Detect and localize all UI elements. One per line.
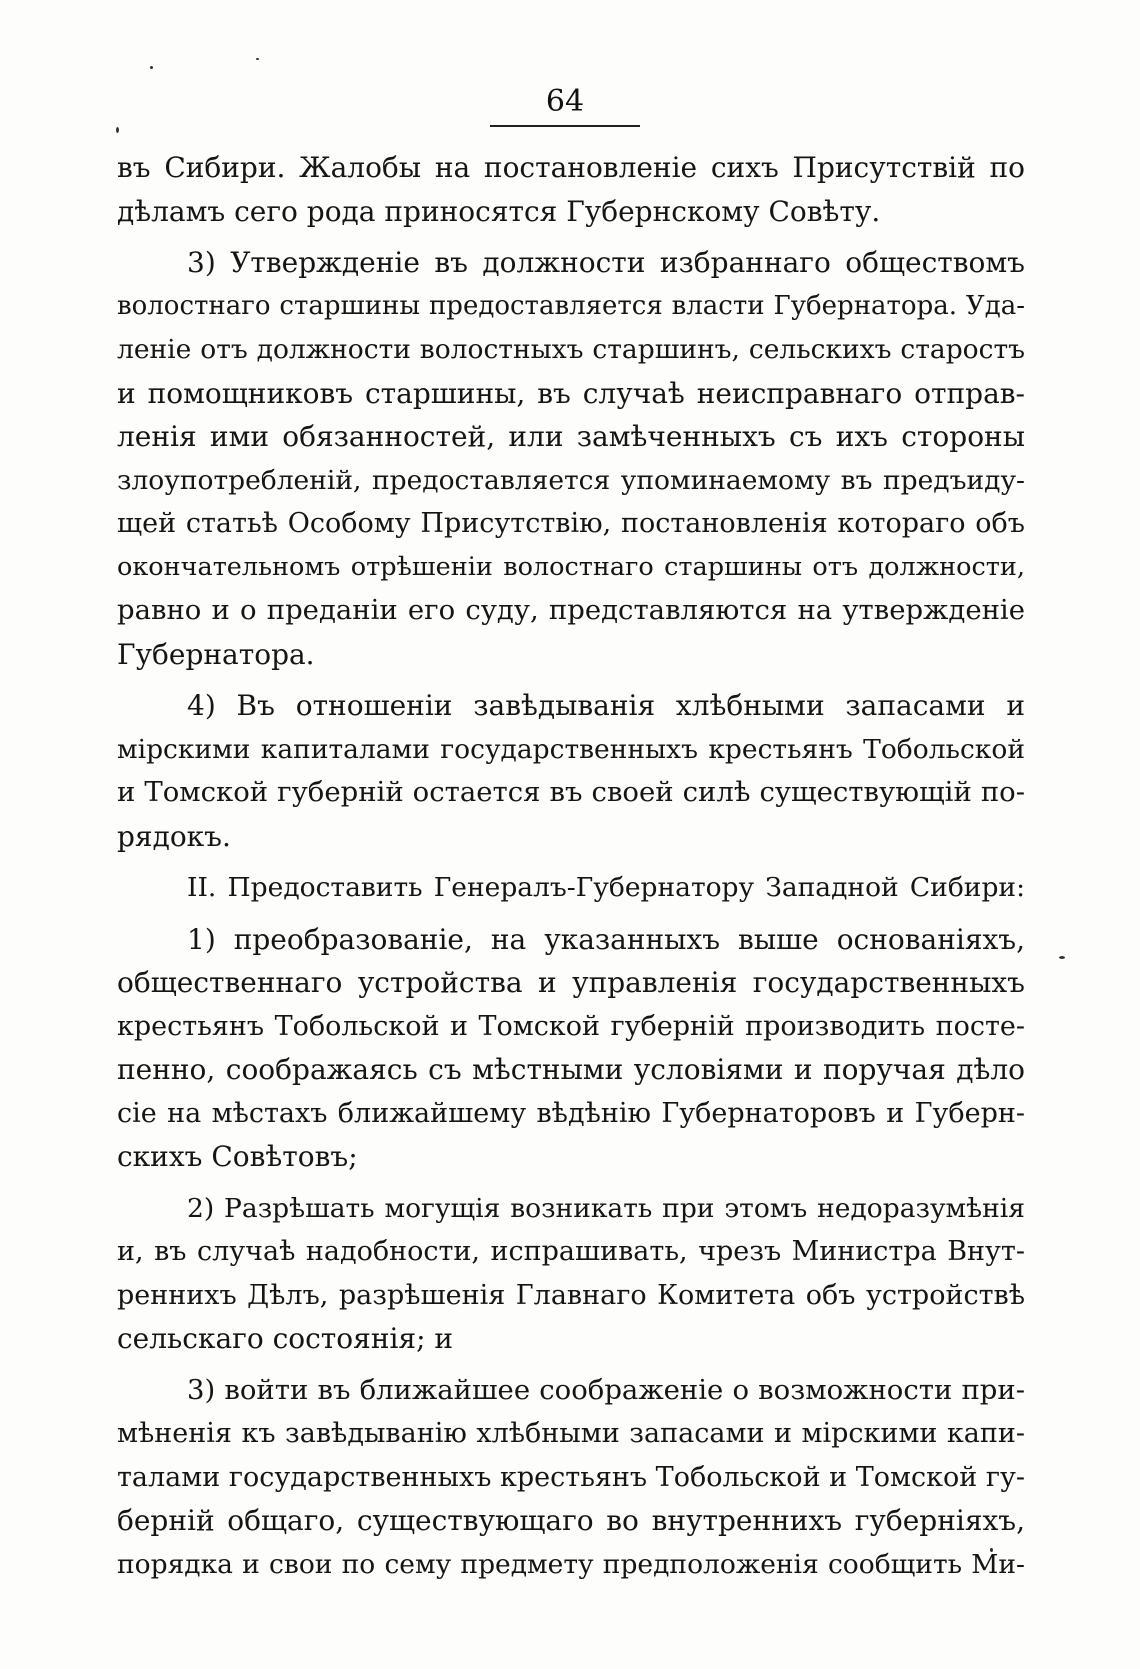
text-line: волостнаго старшины предоставляется власти Губернатора. Уда-: [117, 290, 1025, 321]
text-line: и, въ случаѣ надобности, испрашивать, чрезъ Министра Внут-: [117, 1236, 1025, 1267]
text-line: въ Сибири. Жалобы на постановленіе сихъ Присутствій по: [117, 151, 1025, 184]
text-line: общественнаго устройства и управленія государственныхъ: [117, 966, 1025, 999]
text-line: сіе на мѣстахъ ближайшему вѣдѣнію Губернаторовъ и Губерн-: [117, 1097, 1025, 1129]
text-line: и Томской губерній остается въ своей силѣ существующій по-: [117, 776, 1025, 808]
text-line: 3) войти въ ближайшее соображеніе о возможности при-: [187, 1373, 1025, 1406]
text-line: щей статьѣ Особому Присутствію, постановленія котораго объ: [117, 508, 1025, 539]
text-line: II. Предоставить Генералъ-Губернатору Западной Сибири:: [187, 872, 1025, 903]
text-line: равно и о преданіи его суду, представляются на утвержденіе: [117, 594, 1025, 626]
text-line: окончательномъ отрѣшеніи волостнаго старшины отъ должности,: [117, 551, 1025, 582]
text-line: реннихъ Дѣлъ, разрѣшенія Главнаго Комитета объ устройствѣ: [117, 1279, 1025, 1311]
text-line: пенно, соображаясь съ мѣстными условіями и поручая дѣло: [117, 1053, 1025, 1086]
page-number: 64: [490, 84, 640, 127]
text-line: мірскими капиталами государственныхъ крестьянъ Тобольской: [117, 733, 1025, 765]
text-line: 1) преобразованіе, на указанныхъ выше основаніяхъ,: [187, 922, 1025, 956]
print-speck: [256, 58, 259, 60]
text-line: рядокъ.: [117, 819, 231, 853]
text-line: берній общаго, существующаго во внутреннихъ губерніяхъ,: [117, 1504, 1025, 1537]
text-line: 3) Утвержденіе въ должности избраннаго обществомъ: [187, 246, 1025, 279]
text-line: ленія ими обязанностей, или замѣченныхъ съ ихъ стороны: [117, 420, 1025, 453]
body-text: [117, 146, 1025, 1586]
text-line: 2) Разрѣшать могущія возникать при этомъ недоразумѣнія: [187, 1192, 1025, 1224]
text-line: скихъ Совѣтовъ;: [117, 1140, 358, 1173]
text-line: порядка и свои по сему предмету предположенія сообщить Ми-: [117, 1548, 1025, 1580]
text-line: дѣламъ сего рода приносятся Губернскому Совѣту.: [117, 194, 881, 228]
text-line: леніе отъ должности волостныхъ старшинъ, сельскихъ старостъ: [117, 334, 1025, 365]
text-line: 4) Въ отношеніи завѣдыванія хлѣбными запасами и: [187, 689, 1025, 722]
text-line: злоупотребленій, предоставляется упоминаемому въ предъиду-: [117, 464, 1025, 496]
text-line: талами государственныхъ крестьянъ Тобольской и Томской гу-: [117, 1461, 1025, 1493]
text-line: мѣненія къ завѣдыванію хлѣбными запасами и мірскими капи-: [117, 1418, 1025, 1449]
print-speck: [150, 66, 153, 69]
text-line: Губернатора.: [117, 637, 315, 671]
text-line: крестьянъ Тобольской и Томской губерній производить посте-: [117, 1010, 1025, 1042]
text-line: и помощниковъ старшины, въ случаѣ неисправнаго отправ-: [117, 376, 1025, 410]
text-line: сельскаго состоянія; и: [117, 1322, 454, 1355]
print-speck: [116, 127, 119, 133]
print-speck: [1059, 956, 1065, 959]
